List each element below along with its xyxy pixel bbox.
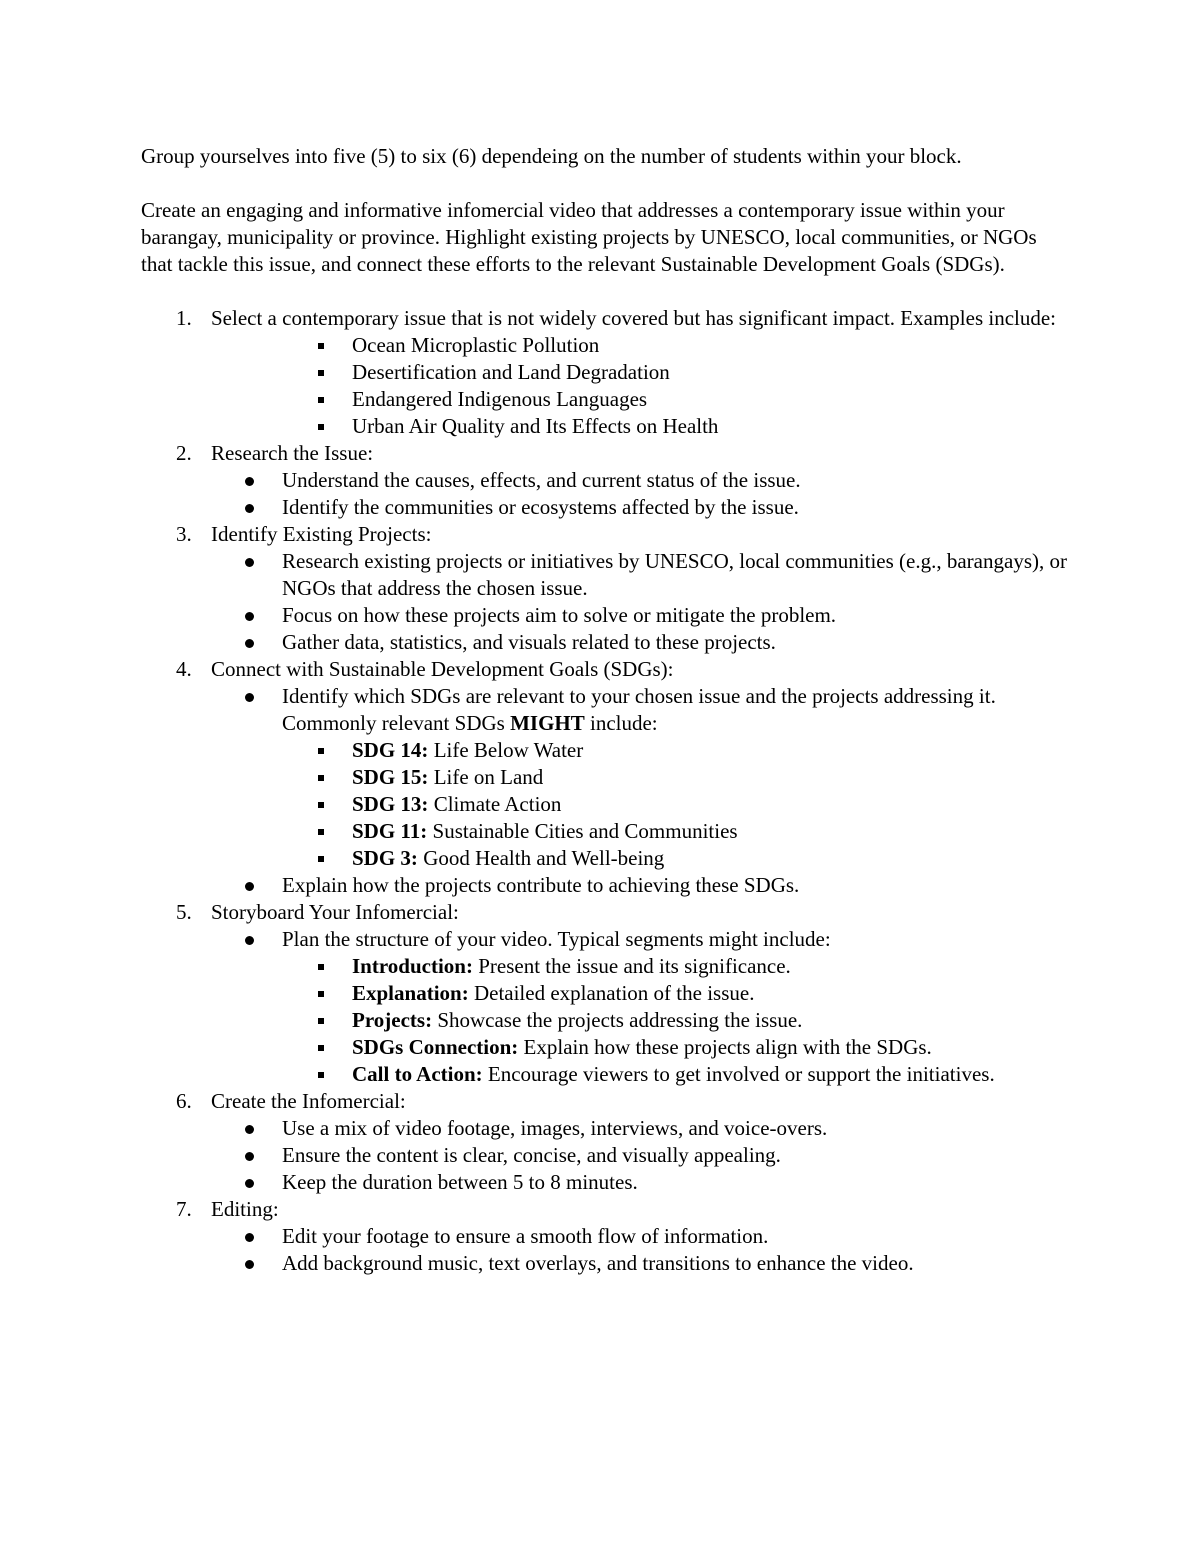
round-bullet-icon	[245, 936, 254, 945]
square-bullet-icon	[318, 370, 324, 376]
square-bullet-icon	[318, 343, 324, 349]
square-bullet-icon	[318, 856, 324, 862]
document-page	[141, 143, 1071, 1277]
step-text: Identify Existing Projects:	[211, 522, 432, 546]
step-number: 2.	[176, 441, 192, 465]
round-bullet-icon	[245, 504, 254, 513]
segment-item: Explanation: Detailed explanation of the issue.	[141, 980, 1071, 1007]
intro-paragraph-2: Create an engaging and informative infomercial video that addresses a contemporary issue within your barangay, municipality or province. Highlight existing projects by UNESCO, local communities, or NGOs that tackle this issue, and connect these efforts to the relevant Sustainable Development Goals (SDGs).	[141, 198, 1037, 276]
bullet-item: Keep the duration between 5 to 8 minutes.	[141, 1169, 1071, 1196]
step-number: 6.	[176, 1089, 192, 1113]
example-item: Desertification and Land Degradation	[141, 359, 1071, 386]
step-text: Connect with Sustainable Development Goals (SDGs):	[211, 657, 674, 681]
sdg-item: SDG 3: Good Health and Well-being	[141, 845, 1071, 872]
bullet-item: Add background music, text overlays, and transitions to enhance the video.	[141, 1250, 1071, 1277]
round-bullet-icon	[245, 612, 254, 621]
square-bullet-icon	[318, 397, 324, 403]
step-number: 3.	[176, 522, 192, 546]
sdg-item: SDG 11: Sustainable Cities and Communities	[141, 818, 1071, 845]
example-item: Endangered Indigenous Languages	[141, 386, 1071, 413]
step-4	[141, 656, 1071, 683]
round-bullet-icon	[245, 1233, 254, 1242]
round-bullet-icon	[245, 693, 254, 702]
round-bullet-icon	[245, 1152, 254, 1161]
step-7	[141, 1196, 1071, 1223]
example-item: Urban Air Quality and Its Effects on Health	[141, 413, 1071, 440]
steps-list	[141, 305, 1071, 1277]
bullet-item: Edit your footage to ensure a smooth flow of information.	[141, 1223, 1071, 1250]
step-number: 4.	[176, 657, 192, 681]
round-bullet-icon	[245, 1125, 254, 1134]
square-bullet-icon	[318, 802, 324, 808]
square-bullet-icon	[318, 775, 324, 781]
step-number: 1.	[176, 306, 192, 330]
square-bullet-icon	[318, 1045, 324, 1051]
bullet-item: Identify which SDGs are relevant to your chosen issue and the projects addressing it. Commonly relevant SDGs MIGHT include:	[141, 683, 1071, 737]
square-bullet-icon	[318, 1018, 324, 1024]
example-item: Ocean Microplastic Pollution	[141, 332, 1071, 359]
round-bullet-icon	[245, 558, 254, 567]
bullet-item: Gather data, statistics, and visuals related to these projects.	[141, 629, 1071, 656]
step-number: 7.	[176, 1197, 192, 1221]
square-bullet-icon	[318, 829, 324, 835]
step-text: Select a contemporary issue that is not widely covered but has significant impact. Examples include:	[211, 306, 1057, 330]
segment-item: Projects: Showcase the projects addressing the issue.	[141, 1007, 1071, 1034]
step-5	[141, 899, 1071, 926]
bullet-item: Research existing projects or initiatives by UNESCO, local communities (e.g., barangays), or NGOs that address the chosen issue.	[141, 548, 1071, 602]
bullet-item: Ensure the content is clear, concise, and visually appealing.	[141, 1142, 1071, 1169]
step-text: Create the Infomercial:	[211, 1089, 406, 1113]
round-bullet-icon	[245, 1179, 254, 1188]
step-text: Research the Issue:	[211, 441, 374, 465]
step-1	[141, 305, 1071, 332]
step-6	[141, 1088, 1071, 1115]
step-2	[141, 440, 1071, 467]
square-bullet-icon	[318, 1072, 324, 1078]
round-bullet-icon	[245, 1260, 254, 1269]
sdg-item: SDG 14: Life Below Water	[141, 737, 1071, 764]
intro-paragraph-1: Group yourselves into five (5) to six (6) dependeing on the number of students within your block.	[141, 144, 962, 168]
round-bullet-icon	[245, 639, 254, 648]
square-bullet-icon	[318, 748, 324, 754]
round-bullet-icon	[245, 882, 254, 891]
bullet-item: Explain how the projects contribute to achieving these SDGs.	[141, 872, 1071, 899]
step-text: Editing:	[211, 1197, 279, 1221]
square-bullet-icon	[318, 964, 324, 970]
segment-item: SDGs Connection: Explain how these projects align with the SDGs.	[141, 1034, 1071, 1061]
segment-item: Call to Action: Encourage viewers to get involved or support the initiatives.	[141, 1061, 1071, 1088]
sdg-item: SDG 15: Life on Land	[141, 764, 1071, 791]
bullet-item: Understand the causes, effects, and current status of the issue.	[141, 467, 1071, 494]
step-number: 5.	[176, 900, 192, 924]
bullet-item: Identify the communities or ecosystems affected by the issue.	[141, 494, 1071, 521]
sdg-item: SDG 13: Climate Action	[141, 791, 1071, 818]
bullet-item: Plan the structure of your video. Typical segments might include:	[141, 926, 1071, 953]
square-bullet-icon	[318, 424, 324, 430]
round-bullet-icon	[245, 477, 254, 486]
step-text: Storyboard Your Infomercial:	[211, 900, 459, 924]
bullet-item: Use a mix of video footage, images, interviews, and voice-overs.	[141, 1115, 1071, 1142]
square-bullet-icon	[318, 991, 324, 997]
step-3	[141, 521, 1071, 548]
bullet-item: Focus on how these projects aim to solve or mitigate the problem.	[141, 602, 1071, 629]
segment-item: Introduction: Present the issue and its significance.	[141, 953, 1071, 980]
